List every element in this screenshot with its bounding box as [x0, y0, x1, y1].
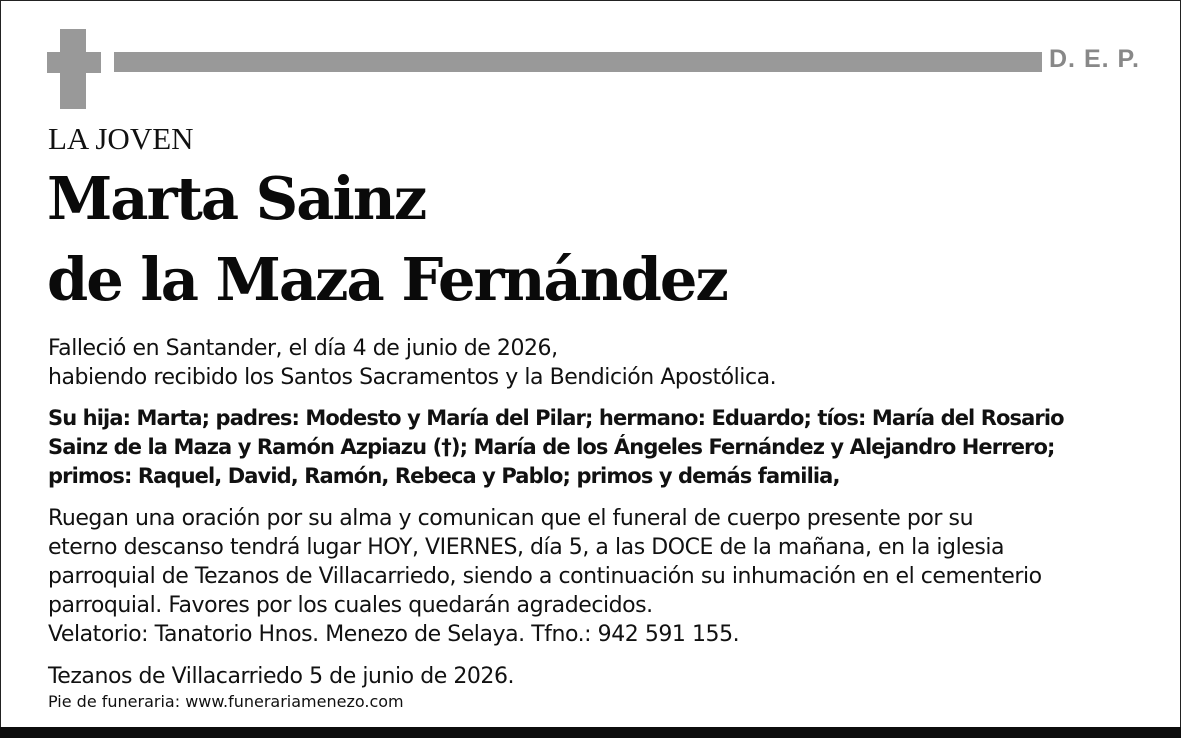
funeral-home-credit: Pie de funeraria: www.funerariamenezo.com — [48, 692, 404, 711]
place-date-text: Tezanos de Villacarriedo 5 de junio de 2026. — [48, 664, 515, 689]
header-rule — [114, 52, 1042, 72]
wake-info: Velatorio: Tanatorio Hnos. Menezo de Selaya. Tfno.: 942 591 155. — [48, 622, 740, 647]
deceased-name-line-2: de la Maza Fernández — [47, 245, 727, 314]
funeral-line: Ruegan una oración por su alma y comunican que el funeral de cuerpo presente por su — [48, 506, 974, 531]
deceased-prefix: LA JOVEN — [48, 121, 194, 156]
cross-icon — [47, 29, 101, 109]
funeral-line: parroquial. Favores por los cuales quedarán agradecidos. — [48, 593, 653, 618]
funeral-line: eterno descanso tendrá lugar HOY, VIERNES, día 5, a las DOCE de la mañana, en la iglesia — [48, 535, 1005, 560]
family-line: primos: Raquel, David, Ramón, Rebeca y Pablo; primos y demás familia, — [48, 464, 840, 488]
place-date — [48, 662, 514, 691]
family-list — [48, 404, 1064, 491]
announcement-line: Falleció en Santander, el día 4 de junio de 2026, — [48, 336, 558, 361]
bottom-bar — [0, 727, 1181, 738]
deceased-name-line-1: Marta Sainz — [47, 164, 426, 233]
family-line: Sainz de la Maza y Ramón Azpiazu (†); María de los Ángeles Fernández y Alejandro Herrero; — [48, 435, 1055, 459]
death-announcement — [48, 334, 776, 392]
funeral-line: parroquial de Tezanos de Villacarriedo, siendo a continuación su inhumación en el cementerio — [48, 564, 1042, 589]
family-line: Su hija: Marta; padres: Modesto y María del Pilar; hermano: Eduardo; tíos: María del Rosario — [48, 406, 1064, 430]
funeral-details — [48, 504, 1042, 649]
dep-label: D. E. P. — [1049, 45, 1140, 73]
announcement-line: habiendo recibido los Santos Sacramentos y la Bendición Apostólica. — [48, 365, 777, 390]
